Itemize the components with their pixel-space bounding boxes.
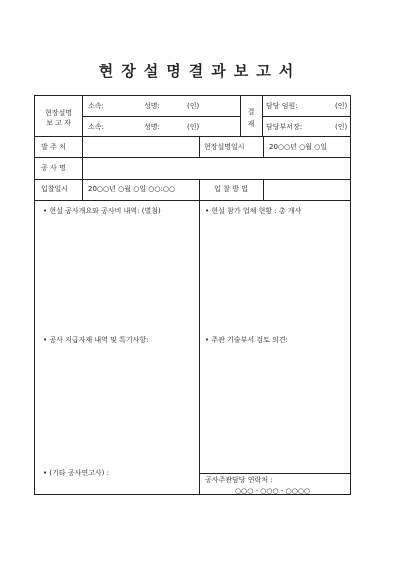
rule-reporter-label — [82, 96, 83, 136]
approval-executive-seal: (인) — [335, 102, 348, 110]
rule-project-label — [82, 157, 83, 179]
reporter2-seal: (인) — [187, 123, 200, 131]
reporter2-affiliation: 소속: — [88, 123, 104, 131]
section-overview: • 현설 공사개요와 공사비 내역: (별첨) — [43, 207, 161, 215]
bid-method-label: 입 찰 방 법 — [214, 185, 248, 193]
rule-contact-top — [199, 473, 350, 474]
rule-reporter-mid — [82, 116, 240, 117]
bid-datetime-label: 입찰일시 — [41, 185, 69, 193]
rule-body-center — [199, 200, 200, 494]
client-label: 발 주 처 — [41, 143, 66, 151]
reporter1-name: 성명: — [144, 102, 160, 110]
project-name-label: 공 사 명 — [41, 164, 66, 172]
rule-client-label — [82, 136, 83, 157]
approval-label: 결 재 — [247, 108, 255, 128]
rule-bid-label — [82, 179, 83, 200]
rule-briefing-left — [199, 136, 200, 157]
rule-briefing-right — [263, 136, 264, 157]
reporter-label: 현장설명 보 고 자 — [44, 109, 73, 127]
reporter1-seal: (인) — [187, 102, 200, 110]
rule-bid-method-right — [263, 179, 264, 200]
contact-label: 공사주관담당 연락처 : — [205, 476, 273, 484]
bid-datetime-value: 20○○년 ○월 ○일 ○○:○○ — [88, 185, 176, 193]
section-review: • 주관 기술부서 검토 의견: — [205, 336, 289, 344]
section-other: • (기타 공사연고사) : — [43, 469, 109, 477]
report-form — [34, 95, 351, 495]
section-participants: • 현설 참가 업체 현황 : 총 개사 — [205, 207, 302, 215]
reporter1-affiliation: 소속: — [88, 102, 104, 110]
rule-approval-mid — [262, 116, 350, 117]
briefing-date-label: 현장설명일시 — [204, 143, 245, 151]
reporter2-name: 성명: — [144, 123, 160, 131]
rule-bid-bottom — [35, 200, 350, 201]
briefing-date-value: 20○○년 ○월 ○일 — [269, 143, 328, 151]
section-materials: • 공사 지급자재 내역 및 특기사항: — [43, 336, 149, 344]
document-title: 현장설명결과보고서 — [98, 62, 302, 80]
contact-number: ○○○ - ○○○ - ○○○○ — [235, 487, 311, 495]
approval-executive: 담당 임원: — [266, 102, 298, 110]
approval-department-head: 담당부서장: — [266, 123, 303, 131]
rule-approval-right — [262, 96, 263, 136]
approval-department-head-seal: (인) — [335, 123, 348, 131]
